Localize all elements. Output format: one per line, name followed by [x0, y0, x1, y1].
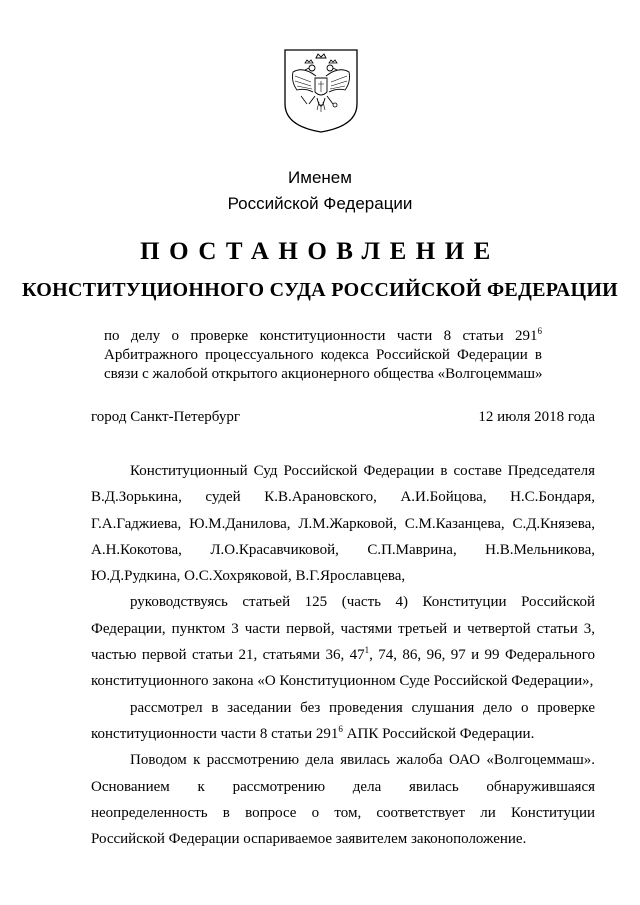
body-line: рассмотрел в заседании без проведения слушания дело о проверке — [130, 699, 595, 716]
city: город Санкт-Петербург — [91, 409, 240, 425]
body-line: Федерации, пунктом 3 части первой, частями третьей и четвертой статьи 3, — [91, 620, 595, 637]
body-line: конституционности части 8 статьи $291^6$ АПК Российской Федерации. — [91, 723, 535, 742]
superscript: 1 — [364, 645, 370, 656]
body-line: Основанием к рассмотрению дела явилась обнаружившаяся — [91, 778, 595, 795]
invocation-line-2: Российской Федерации — [227, 194, 413, 213]
document-title: ПОСТАНОВЛЕНИЕ — [140, 238, 500, 265]
body-line: Российской Федерации оспариваемое заявителем законоположение. — [91, 831, 527, 848]
double-headed-eagle-icon — [283, 48, 359, 134]
invocation-line-1: Именем — [288, 168, 352, 187]
body-line: Конституционный Суд Российской Федерации в составе Председателя — [130, 463, 595, 479]
case-subject — [104, 327, 542, 384]
body-line: частью первой статьи 21, статьями 36, $47^1$, 74, 86, 96, 97 и 99 Федерального — [91, 645, 595, 664]
body-line: конституционного закона «О Конституционном Суде Российской Федерации», — [91, 673, 594, 690]
superscript: 6 — [338, 723, 343, 734]
superscript: 6 — [537, 326, 542, 336]
body-line: Ю.Д.Рудкина, О.С.Хохряковой, В.Г.Ярославцева, — [91, 568, 406, 585]
document-body — [91, 458, 595, 852]
body-line: Поводом к рассмотрению дела явилась жалоба ОАО «Волгоцеммаш». — [130, 752, 595, 769]
body-line: руководствуясь статьей 125 (часть 4) Конституции Российской — [130, 594, 595, 611]
coat-of-arms-emblem — [283, 48, 359, 134]
body-line: А.Н.Кокотова, Л.О.Красавчиковой, С.П.Маврина, Н.В.Мельникова, — [91, 541, 595, 558]
date: 12 июля 2018 года — [478, 409, 595, 425]
subject-line-1: по делу о проверке конституционности части 8 статьи $291^6$ — [104, 326, 542, 344]
subject-line-2: Арбитражного процессуального кодекса Российской Федерации в — [104, 347, 542, 363]
subject-line-3: связи с жалобой открытого акционерного общества «Волгоцеммаш» — [104, 366, 543, 382]
body-line: В.Д.Зорькина, судей К.В.Арановского, А.И.Бойцова, Н.С.Бондаря, — [91, 489, 595, 506]
court-name: КОНСТИТУЦИОННОГО СУДА РОССИЙСКОЙ ФЕДЕРАЦИИ — [21, 279, 619, 301]
body-line: Г.А.Гаджиева, Ю.М.Данилова, Л.М.Жарковой, С.М.Казанцева, С.Д.Князева, — [91, 515, 595, 532]
body-line: неопределенность в вопросе о том, соответствует ли Конституции — [91, 804, 595, 821]
